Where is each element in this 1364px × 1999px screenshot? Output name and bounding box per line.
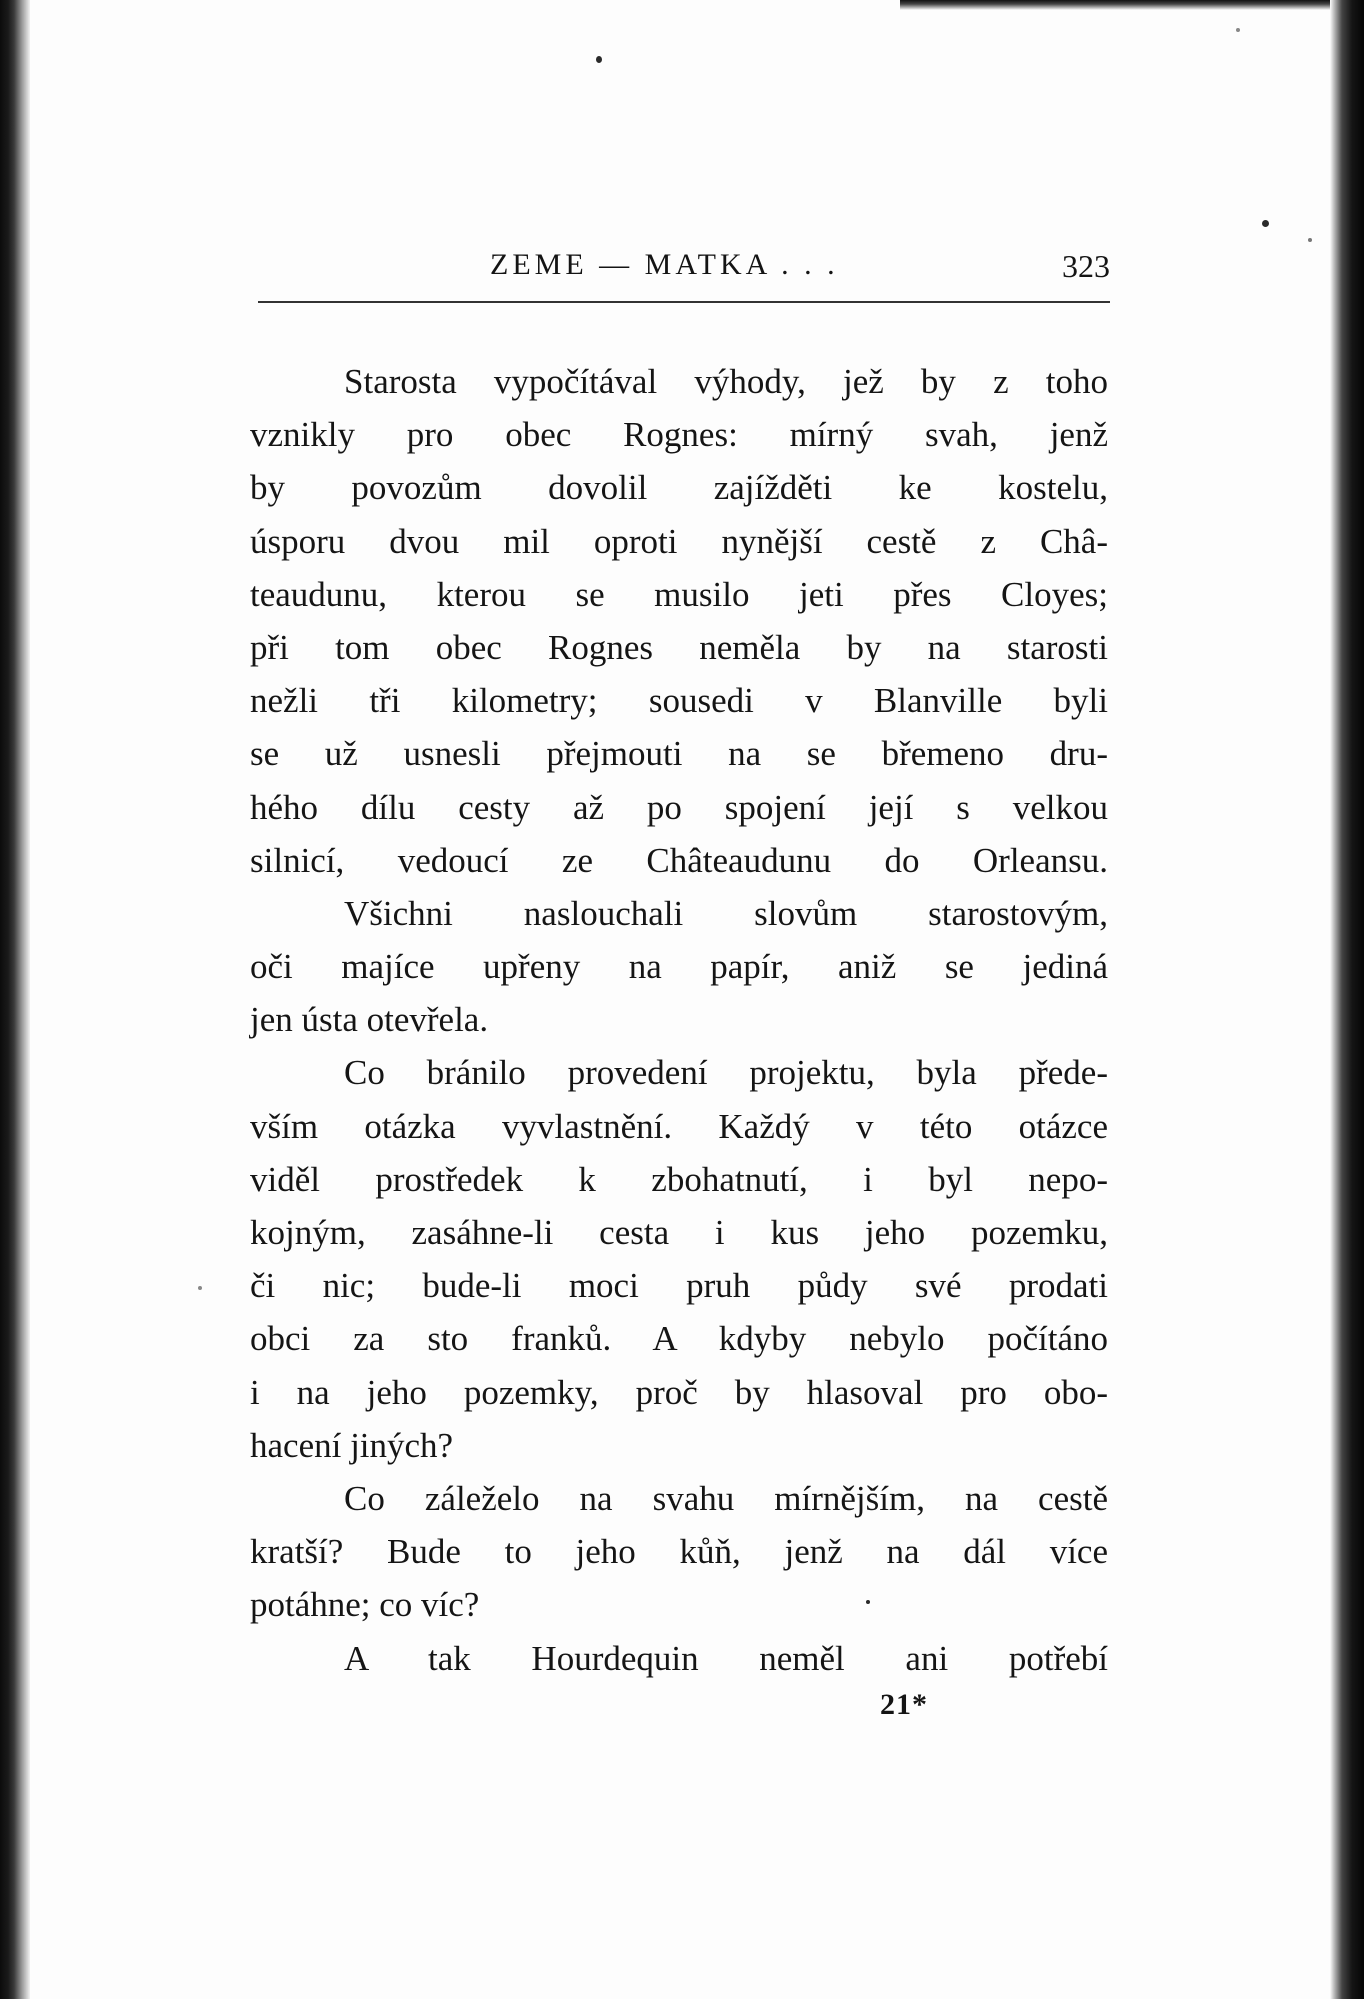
text-line: Starosta vypočítával výhody, jež by z toho xyxy=(344,362,1108,401)
header-rule xyxy=(258,301,1110,303)
scan-speck xyxy=(198,1286,202,1290)
paragraph xyxy=(250,1472,1108,1632)
scan-speck xyxy=(596,56,602,63)
text-line: hého dílu cesty až po spojení její s velkou xyxy=(250,787,1108,827)
text-line: se už usnesli přejmouti na se břemeno dru- xyxy=(250,734,1108,774)
text-line: Všichni naslouchali slovům starostovým, xyxy=(344,893,1108,933)
scan-edge-left xyxy=(0,0,30,1999)
printer-signature-mark: 21* xyxy=(880,1688,928,1721)
text-line: při tom obec Rognes neměla by na starosti xyxy=(250,627,1108,667)
text-line: úsporu dvou mil oproti nynější cestě z Châ- xyxy=(250,521,1108,561)
text-line: viděl prostředek k zbohatnutí, i byl nepo- xyxy=(250,1159,1108,1199)
body-text xyxy=(250,355,1108,1685)
text-line: oči majíce upřeny na papír, aniž se jediná xyxy=(250,947,1108,987)
text-line: kojným, zasáhne-li cesta i kus jeho pozemku, xyxy=(250,1213,1108,1252)
text-line: teaudunu, kterou se musilo jeti přes Cloyes; xyxy=(250,574,1108,614)
text-line: hacení jiných? xyxy=(250,1425,454,1465)
paragraph xyxy=(250,1632,1108,1685)
paragraph xyxy=(250,887,1108,1047)
text-line: jen ústa otevřela. xyxy=(250,1000,489,1040)
text-line: obci za sto franků. A kdyby nebylo počítáno xyxy=(250,1319,1108,1359)
text-line: či nic; bude-li moci pruh půdy své prodati xyxy=(250,1266,1108,1306)
running-title: ZEME — MATKA . . . xyxy=(490,248,839,281)
text-line: vším otázka vyvlastnění. Každý v této otázce xyxy=(250,1106,1108,1146)
text-line: kratší? Bude to jeho kůň, jenž na dál více xyxy=(250,1532,1108,1572)
paragraph xyxy=(250,355,1108,887)
text-line: A tak Hourdequin neměl ani potřebí xyxy=(344,1638,1108,1678)
text-line: silnicí, vedoucí ze Châteaudunu do Orleansu. xyxy=(250,840,1108,880)
text-line: vznikly pro obec Rognes: mírný svah, jenž xyxy=(250,415,1108,455)
paragraph xyxy=(250,1046,1108,1472)
text-line: potáhne; co víc? xyxy=(250,1585,480,1625)
scan-speck xyxy=(1308,238,1312,242)
scan-edge-top xyxy=(900,0,1330,10)
scan-edge-right xyxy=(1330,0,1364,1999)
text-line: Co bránilo provedení projektu, byla přede- xyxy=(344,1053,1108,1093)
scan-speck xyxy=(1262,220,1269,227)
scan-speck xyxy=(1236,28,1240,32)
text-line: nežli tři kilometry; sousedi v Blanville byli xyxy=(250,681,1108,721)
text-line: by povozům dovolil zajížděti ke kostelu, xyxy=(250,468,1108,508)
page-header xyxy=(250,248,1110,296)
text-line: i na jeho pozemky, proč by hlasoval pro obo- xyxy=(250,1372,1108,1412)
page-number: 323 xyxy=(1062,248,1110,284)
text-line: Co záleželo na svahu mírnějším, na cestě xyxy=(344,1478,1108,1518)
